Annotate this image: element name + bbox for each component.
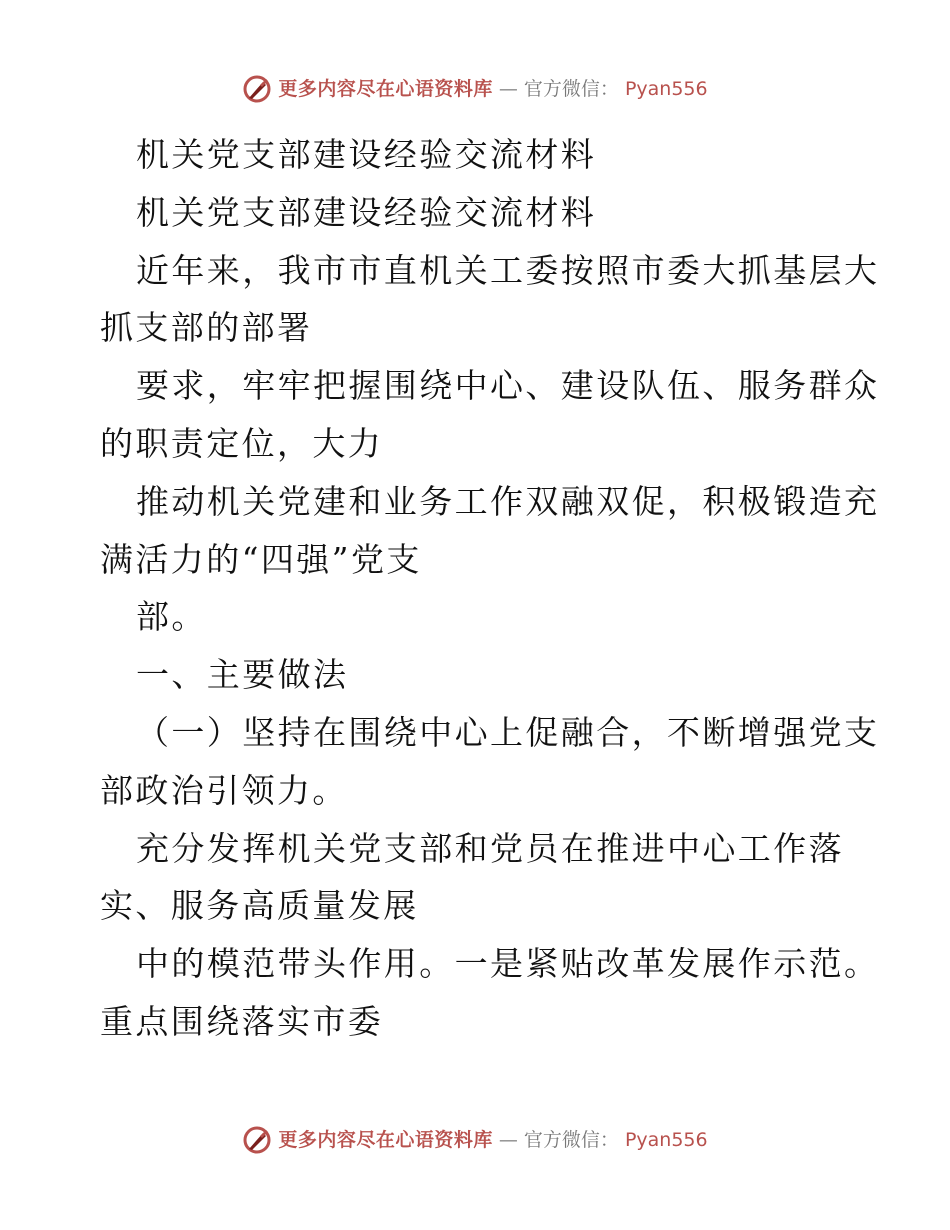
doc-paragraph-line: 中的模范带头作用。一是紧贴改革发展作示范。 — [136, 944, 880, 984]
footer-watermark-banner — [0, 1125, 950, 1155]
watermark-wechat-id: Pyan556 — [624, 78, 708, 100]
quill-pen-logo-icon — [242, 74, 272, 104]
doc-paragraph-line: 满活力的“四强”党支 — [100, 539, 422, 579]
subsection-heading: （一）坚持在围绕中心上促融合，不断增强党支 — [136, 712, 880, 752]
doc-paragraph-line: 部。 — [136, 597, 207, 637]
doc-paragraph-line: 实、服务高质量发展 — [100, 886, 419, 926]
quill-pen-logo-icon — [242, 1125, 272, 1155]
subsection-heading-continued: 部政治引领力。 — [100, 770, 348, 810]
watermark-brand-text: 更多内容尽在心语资料库 — [278, 1129, 493, 1151]
doc-paragraph-line: 近年来，我市市直机关工委按照市委大抓基层大 — [136, 250, 880, 290]
watermark-dash: — — [498, 1129, 518, 1151]
doc-paragraph-line: 的职责定位，大力 — [100, 423, 384, 463]
doc-title-line-repeat: 机关党支部建设经验交流材料 — [136, 192, 597, 232]
doc-paragraph-line: 重点围绕落实市委 — [100, 1001, 384, 1041]
watermark-brand-text: 更多内容尽在心语资料库 — [278, 78, 493, 100]
doc-paragraph-line: 推动机关党建和业务工作双融双促，积极锻造充 — [136, 481, 880, 521]
doc-title-line: 机关党支部建设经验交流材料 — [136, 135, 597, 174]
watermark-dash: — — [498, 78, 518, 100]
document-body — [100, 126, 880, 1051]
watermark-contact-label: 官方微信： — [523, 1129, 619, 1151]
watermark-contact-label: 官方微信： — [523, 78, 619, 100]
section-heading: 一、主要做法 — [136, 655, 349, 695]
watermark-wechat-id: Pyan556 — [624, 1129, 708, 1151]
doc-paragraph-line: 要求，牢牢把握围绕中心、建设队伍、服务群众 — [136, 366, 880, 406]
header-watermark-banner — [0, 74, 950, 104]
doc-paragraph-line: 充分发挥机关党支部和党员在推进中心工作落 — [136, 828, 844, 868]
doc-paragraph-line: 抓支部的部署 — [100, 308, 313, 348]
